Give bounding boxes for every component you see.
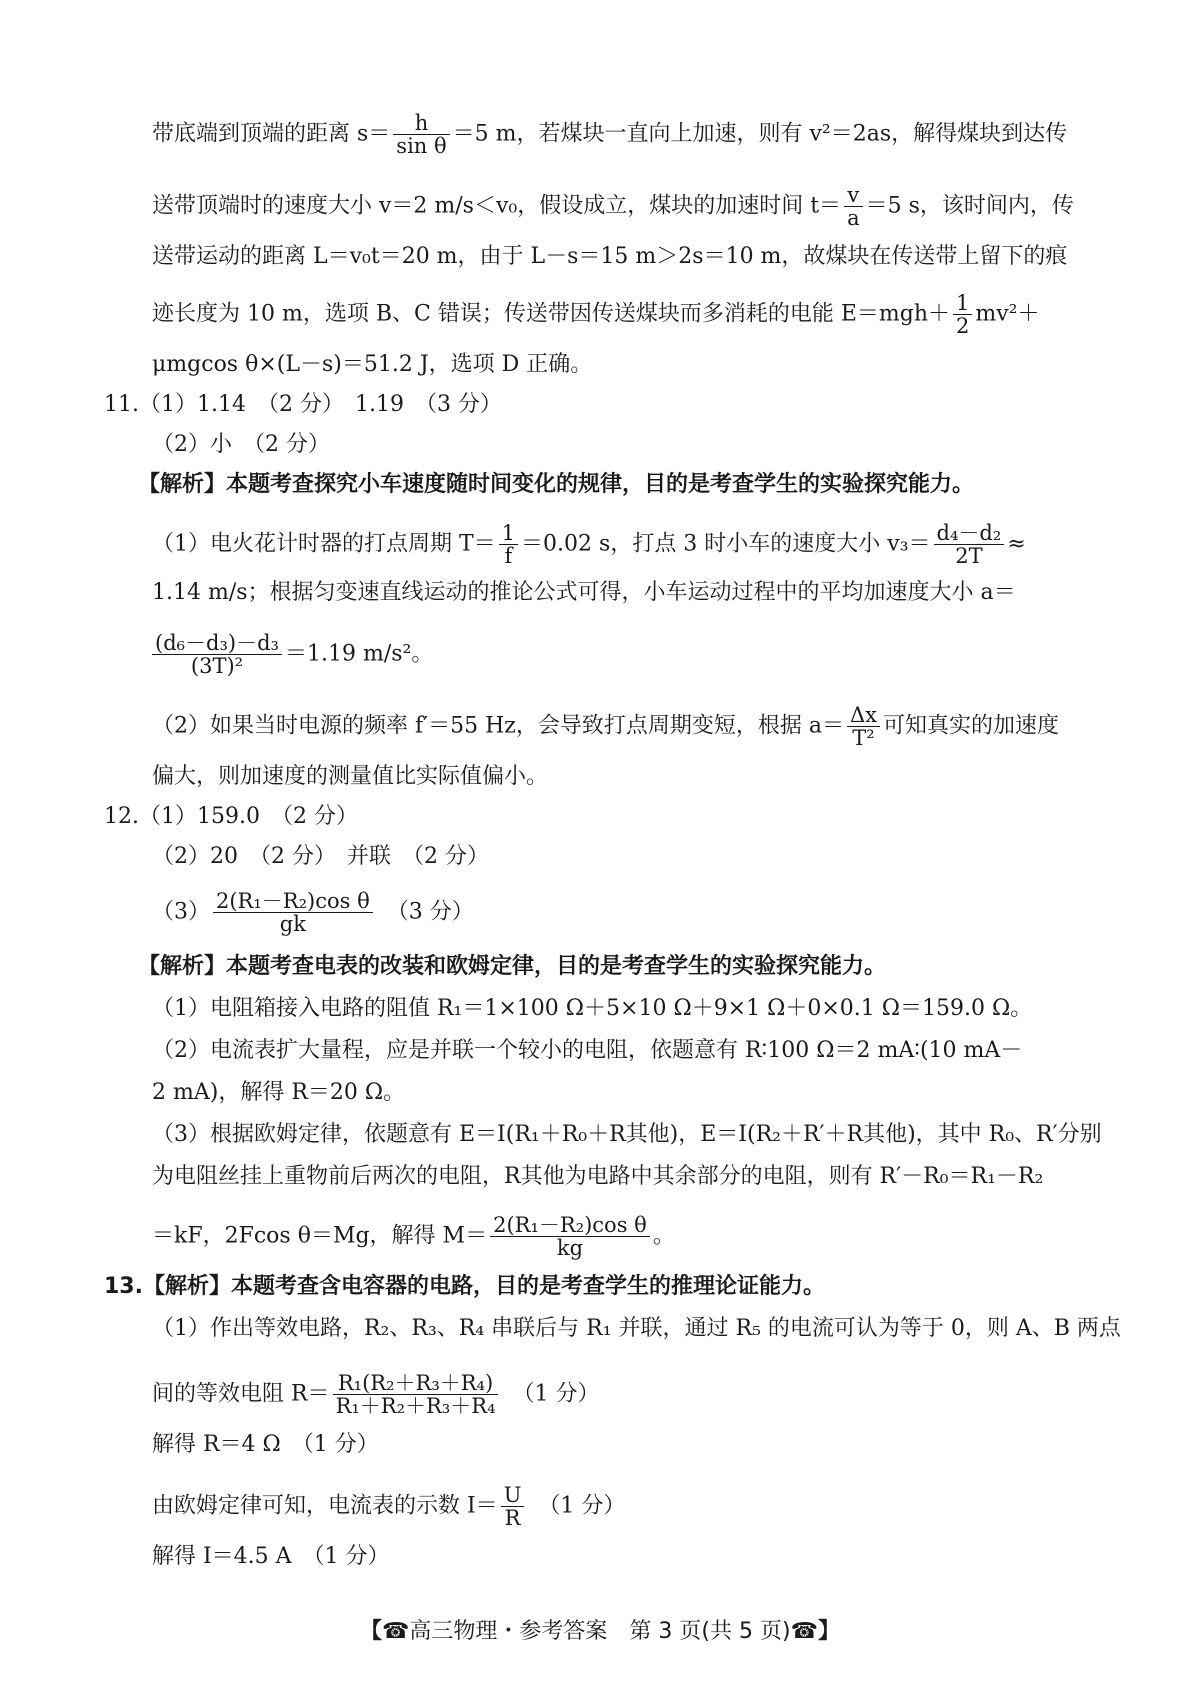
denominator: 2T xyxy=(955,544,983,569)
numerator: d₄－d₂ xyxy=(934,522,1005,545)
text-line xyxy=(152,1484,625,1529)
fraction xyxy=(213,890,373,935)
denominator: 2 xyxy=(956,314,970,339)
text-segment: ＝0.02 s，打点 3 时小车的速度大小 v₃＝ xyxy=(521,531,931,557)
numerator: Δx xyxy=(847,704,880,727)
fraction xyxy=(393,112,449,157)
text-line xyxy=(152,632,433,677)
math-text: s＝ xyxy=(357,121,391,147)
answer-11-header: 11.（1）1.14 （2 分） 1.19 （3 分） xyxy=(104,392,502,417)
text-line: 送带运动的距离 L＝v₀t＝20 m，由于 L－s＝15 m＞2s＝10 m，故煤块在传送带上留下的痕 xyxy=(152,244,1068,269)
numerator: h xyxy=(393,112,449,135)
footer-bracket: 】 xyxy=(817,1619,840,1644)
denominator: gk xyxy=(279,912,306,937)
text-segment: 间的等效电阻 R＝ xyxy=(152,1381,330,1407)
text-segment: （1）电火花计时器的打点周期 T＝ xyxy=(152,531,496,557)
text-segment: ＝5 s，该时间内，传 xyxy=(865,193,1074,219)
phone-icon: ☎ xyxy=(382,1619,410,1644)
denominator: sin θ xyxy=(396,134,447,159)
text-line: （2）电流表扩大量程，应是并联一个较小的电阻，依题意有 R∶100 Ω＝2 mA∶(10 mA－ xyxy=(152,1038,1023,1063)
page-footer xyxy=(0,1617,1200,1647)
text-line xyxy=(152,522,1026,567)
denominator: a xyxy=(847,206,860,231)
text-line xyxy=(152,292,1040,337)
text-line: 解得 R＝4 Ω （1 分） xyxy=(152,1432,379,1457)
text-line xyxy=(152,1372,599,1417)
denominator: (3T)² xyxy=(190,654,244,679)
fraction xyxy=(953,292,972,337)
text-line: （1）电阻箱接入电路的阻值 R₁＝1×100 Ω＋5×10 Ω＋9×1 Ω＋0×0.1 Ω＝159.0 Ω。 xyxy=(152,996,1033,1021)
answer-12-header: 12.（1）159.0 （2 分） xyxy=(104,804,358,829)
text-segment: （1 分） xyxy=(527,1493,626,1519)
text-segment: （3） xyxy=(152,899,210,925)
text-segment: ＝kF，2Fcos θ＝Mg，解得 M＝ xyxy=(152,1223,488,1249)
text-segment: （1 分） xyxy=(501,1381,600,1407)
text-segment: 。 xyxy=(652,1223,675,1249)
numerator: U xyxy=(501,1484,525,1507)
text-segment: ，若煤块一直向上加速，则有 v²＝2as，解得煤块到达传 xyxy=(516,121,1068,147)
denominator: kg xyxy=(556,1236,584,1261)
fraction xyxy=(501,1484,525,1529)
text-segment: （3 分） xyxy=(375,899,474,925)
text-segment: 送带顶端时的速度大小 v＝2 m/s＜v₀，假设成立，煤块的加速时间 t＝ xyxy=(152,193,842,219)
fraction xyxy=(490,1214,650,1259)
numerator: v xyxy=(844,184,863,207)
footer-text: 高三物理・参考答案 第 3 页(共 5 页) xyxy=(409,1619,791,1644)
text-line: （2）20 （2 分） 并联 （2 分） xyxy=(152,844,489,869)
text-segment: （2）如果当时电源的频率 f′＝55 Hz，会导致打点周期变短，根据 a＝ xyxy=(152,713,845,739)
text-segment: ＝1.19 m/s²。 xyxy=(284,641,434,667)
denominator: f xyxy=(504,544,513,569)
denominator: R xyxy=(504,1506,521,1531)
text-line xyxy=(152,1214,675,1259)
text-line xyxy=(152,704,1059,749)
text-line: 1.14 m/s；根据匀变速直线运动的推论公式可得，小车运动过程中的平均加速度大小 a＝ xyxy=(152,580,1016,605)
text-line: 为电阻丝挂上重物前后两次的电阻，R其他为电路中其余部分的电阻，则有 R′－R₀＝R₁－R₂ xyxy=(152,1164,1044,1189)
text-line: （1）作出等效电路，R₂、R₃、R₄ 串联后与 R₁ 并联，通过 R₅ 的电流可认为等于 0，则 A、B 两点 xyxy=(152,1316,1121,1341)
text-segment: 可知真实的加速度 xyxy=(883,713,1060,739)
answer-13-header xyxy=(104,1272,825,1302)
text-segment: 由欧姆定律可知，电流表的示数 I＝ xyxy=(152,1493,498,1519)
analysis-heading: 【解析】本题考查电表的改装和欧姆定律，目的是考查学生的实验探究能力。 xyxy=(138,954,887,979)
footer-bracket: 【 xyxy=(360,1619,383,1644)
numerator: R₁(R₂＋R₃＋R₄) xyxy=(333,1372,499,1395)
text-line xyxy=(152,890,474,935)
phone-icon: ☎ xyxy=(790,1619,818,1644)
numerator: 1 xyxy=(953,292,972,315)
text-line: 解得 I＝4.5 A （1 分） xyxy=(152,1544,390,1569)
fraction xyxy=(152,632,282,677)
fraction xyxy=(844,184,863,229)
text-segment: 带底端到顶端的距离 xyxy=(152,121,357,147)
math-text: ＝5 m xyxy=(452,121,517,147)
analysis-heading: 【解析】本题考查探究小车速度随时间变化的规律，目的是考查学生的实验探究能力。 xyxy=(138,472,975,497)
denominator: T² xyxy=(852,726,875,751)
text-line: 偏大，则加速度的测量值比实际值偏小。 xyxy=(152,764,549,789)
text-line: μmgcos θ×(L－s)＝51.2 J，选项 D 正确。 xyxy=(152,352,593,377)
fraction xyxy=(847,704,880,749)
text-line: （3）根据欧姆定律，依题意有 E＝I(R₁＋R₀＋R其他)，E＝I(R₂＋R′＋R其他)，其中 R₀、R′分别 xyxy=(152,1122,1102,1147)
numerator: (d₆－d₃)－d₃ xyxy=(152,632,282,655)
analysis-heading: 13.【解析】本题考查含电容器的电路，目的是考查学生的推理论证能力。 xyxy=(104,1274,825,1299)
text-segment: 迹长度为 10 m，选项 B、C 错误；传送带因传送煤块而多消耗的电能 E＝mgh＋ xyxy=(152,301,950,327)
denominator: R₁＋R₂＋R₃＋R₄ xyxy=(335,1394,496,1419)
text-line: （2）小 （2 分） xyxy=(152,432,330,457)
numerator: 2(R₁－R₂)cos θ xyxy=(490,1214,650,1237)
text-segment: ≈ xyxy=(1007,531,1026,557)
fraction xyxy=(333,1372,499,1417)
text-line: 2 mA)，解得 R＝20 Ω。 xyxy=(152,1080,406,1105)
numerator: 1 xyxy=(499,522,518,545)
fraction xyxy=(934,522,1005,567)
text-line xyxy=(152,184,1074,229)
text-line xyxy=(152,112,1067,157)
text-segment: mv²＋ xyxy=(975,301,1040,327)
numerator: 2(R₁－R₂)cos θ xyxy=(213,890,373,913)
fraction xyxy=(499,522,518,567)
